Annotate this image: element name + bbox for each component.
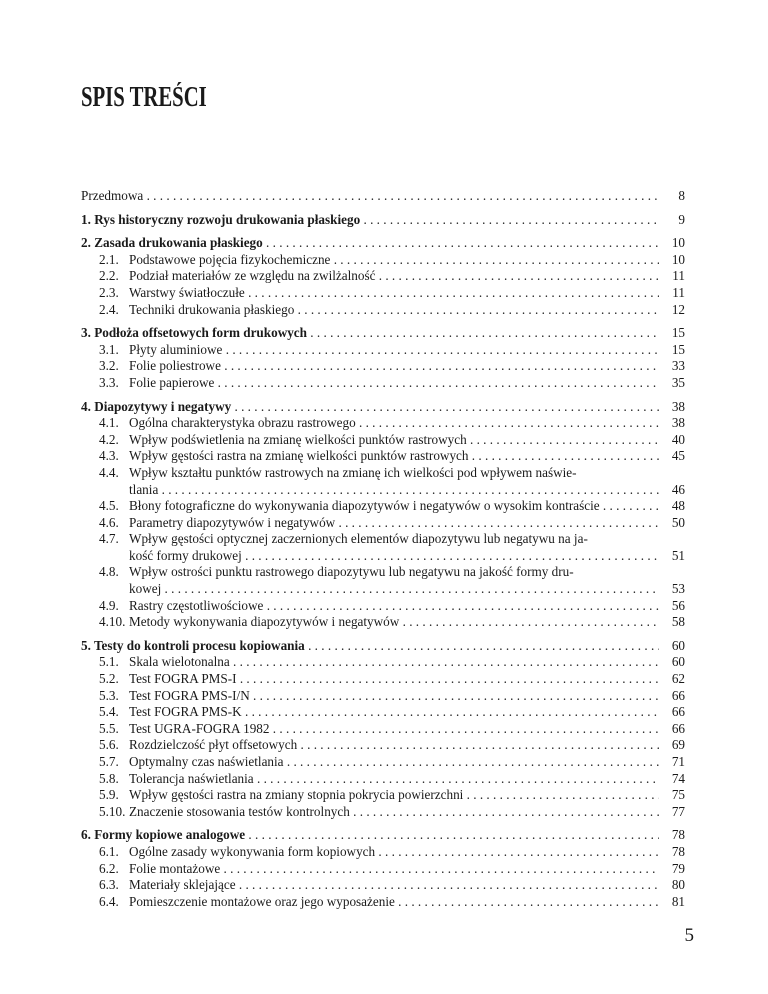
toc-entry — [81, 325, 685, 342]
toc-entry-page: 11 — [672, 284, 685, 300]
toc-entry — [81, 448, 685, 465]
toc-entry-page: 66 — [671, 720, 685, 736]
toc-entry-number: 3.3. — [99, 374, 119, 390]
toc-entry-number: 3. — [81, 325, 95, 341]
toc-entry-label — [99, 432, 659, 449]
toc-entry-number: 5.6. — [99, 737, 119, 753]
toc-entry-label — [99, 877, 659, 894]
toc-entry-page: 60 — [671, 637, 685, 653]
toc-entry — [81, 614, 685, 631]
toc-entry-title: Test FOGRA PMS-K — [129, 704, 242, 720]
toc-entry-label — [99, 465, 659, 482]
toc-entry-title: Metody wykonywania diapozytywów i negatywów — [129, 614, 400, 630]
toc-entry — [81, 844, 685, 861]
toc-entry-label — [81, 325, 659, 342]
toc-entry-page: 15 — [671, 325, 685, 341]
toc-entry — [81, 252, 685, 269]
toc-entry — [81, 894, 685, 911]
toc-entry-title: kowej — [129, 581, 162, 597]
toc-entry-page: 78 — [671, 827, 685, 843]
toc-entry-number: 4.7. — [99, 531, 119, 547]
toc-entry-title: Materiały sklejające — [129, 877, 236, 893]
toc-entry-label — [99, 358, 659, 375]
toc-entry-page: 77 — [671, 803, 685, 819]
toc-entry-label — [81, 827, 659, 844]
toc-entry-label — [99, 375, 659, 392]
toc-entry-page: 56 — [671, 597, 685, 613]
toc-entry-number: 2.4. — [99, 301, 119, 317]
toc-entry-number: 4.9. — [99, 597, 119, 613]
toc-entry — [81, 498, 685, 515]
toc-entry-label — [99, 704, 659, 721]
toc-entry-page: 53 — [671, 581, 685, 597]
toc-entry-title: Tolerancja naświetlania — [129, 770, 254, 786]
toc-entry — [81, 302, 685, 319]
toc-entry-label — [81, 212, 659, 229]
toc-entry-page: 10 — [671, 251, 685, 267]
toc-entry — [81, 482, 685, 499]
toc-entry-label — [99, 515, 659, 532]
toc-entry-page: 66 — [671, 687, 685, 703]
toc-entry-label — [81, 188, 659, 205]
toc-entry-title: Folie papierowe — [129, 374, 215, 390]
toc-entry-title: Pomieszczenie montażowe oraz jego wyposażenie — [129, 893, 395, 909]
toc-entry-page: 78 — [671, 843, 685, 859]
toc-entry-page: 46 — [671, 481, 685, 497]
toc-entry-label — [99, 771, 659, 788]
toc-entry-page: 33 — [671, 358, 685, 374]
toc-entry-title: Podział materiałów ze względu na zwilżalność — [129, 268, 376, 284]
toc-entry-label — [99, 861, 659, 878]
toc-entry — [81, 754, 685, 771]
toc-entry-number: 5.2. — [99, 671, 119, 687]
toc-entry-number: 6.1. — [99, 843, 119, 859]
toc-entry-number: 4. — [81, 398, 95, 414]
toc-entry-number: 3.1. — [99, 341, 119, 357]
toc-entry-page: 74 — [671, 770, 685, 786]
toc-entry-label — [81, 638, 659, 655]
toc-entry-label — [99, 894, 659, 911]
toc-entry-title: Rozdzielczość płyt offsetowych — [129, 737, 298, 753]
toc-entry-title: Wpływ ostrości punktu rastrowego diapozytywu lub negatywu na jakość formy dru- — [129, 564, 574, 580]
toc-entry-number: 6. — [81, 827, 95, 843]
toc-entry — [81, 704, 685, 721]
toc-entry — [81, 375, 685, 392]
toc-entry — [81, 235, 685, 252]
toc-entry-title: Ogólna charakterystyka obrazu rastrowego — [129, 415, 356, 431]
toc-entry — [81, 771, 685, 788]
toc-entry-label — [99, 804, 659, 821]
toc-entry-title: Test UGRA-FOGRA 1982 — [129, 720, 270, 736]
toc-entry-label — [99, 285, 659, 302]
toc-entry-title: Rastry częstotliwościowe — [129, 597, 264, 613]
toc-entry-page: 66 — [671, 704, 685, 720]
toc-entry-label — [99, 754, 659, 771]
toc-entry — [81, 515, 685, 532]
toc-entry-label — [99, 787, 659, 804]
toc-entry-title: Skala wielotonalna — [129, 654, 230, 670]
toc-entry-number: 6.3. — [99, 877, 119, 893]
toc-entry — [81, 581, 685, 598]
toc-entry — [81, 827, 685, 844]
toc-entry-page: 81 — [671, 893, 685, 909]
toc-entry-title: Folie montażowe — [129, 860, 221, 876]
toc-entry-title: Diapozytywy i negatywy — [94, 398, 232, 414]
toc-entry-title: Ogólne zasady wykonywania form kopiowych — [129, 843, 376, 859]
toc-entry — [81, 188, 685, 205]
toc-entry-title: Formy kopiowe analogowe — [94, 827, 246, 843]
toc-entry — [81, 861, 685, 878]
toc-entry — [81, 564, 685, 581]
toc-entry-title: Warstwy światłoczułe — [129, 284, 245, 300]
toc-entry — [81, 638, 685, 655]
toc-entry-label — [99, 614, 659, 631]
toc-entry-title: Wpływ kształtu punktów rastrowych na zmianę ich wielkości pod wpływem naświe- — [129, 464, 577, 480]
toc-entry-label — [99, 302, 659, 319]
toc-entry-title: Test FOGRA PMS-I — [129, 671, 237, 687]
toc-entry-title: Optymalny czas naświetlania — [129, 754, 284, 769]
toc-entry-number: 2. — [81, 235, 95, 251]
toc-entry — [81, 285, 685, 302]
toc-entry-label — [81, 399, 659, 416]
toc-entry-label — [129, 482, 659, 499]
toc-entry-number: 5. — [81, 637, 94, 653]
toc-entry — [81, 531, 685, 548]
toc-entry-number: 5.9. — [99, 787, 119, 803]
toc-entry-label — [99, 415, 659, 432]
toc-entry-page: 9 — [678, 211, 685, 227]
toc-entry-page: 10 — [671, 235, 685, 251]
toc-entry — [81, 415, 685, 432]
toc-entry-title: tlania — [129, 481, 159, 497]
toc-entry-page: 8 — [678, 188, 685, 203]
toc-entry — [81, 212, 685, 229]
toc-entry-number: 2.1. — [99, 251, 119, 267]
toc-entry-title: Parametry diapozytywów i negatywów — [129, 514, 336, 530]
toc-entry-page: 11 — [672, 268, 685, 284]
toc-entry-page: 12 — [671, 301, 685, 317]
toc-entry-page: 35 — [671, 374, 685, 390]
toc-entry-title: Techniki drukowania płaskiego — [129, 301, 295, 317]
toc-entry-title: Testy do kontroli procesu kopiowania — [93, 637, 305, 653]
toc-entry-number: 6.4. — [99, 893, 119, 909]
toc-entry-number: 4.5. — [99, 498, 119, 514]
toc-entry-title: Podłoża offsetowych form drukowych — [94, 325, 307, 341]
toc-entry-number: 4.6. — [99, 514, 119, 530]
toc-entry-label — [99, 737, 659, 754]
toc-entry-number: 4.4. — [99, 464, 119, 480]
toc-entry-label — [99, 844, 659, 861]
toc-entry-title: Podstawowe pojęcia fizykochemiczne — [129, 251, 331, 267]
toc-entry-page: 80 — [671, 877, 685, 893]
toc-entry-page: 50 — [671, 514, 685, 530]
toc-entry-page: 40 — [671, 431, 685, 447]
toc-entry-number: 1. — [81, 211, 95, 227]
toc-entry-number: 4.1. — [99, 415, 119, 431]
toc-entry — [81, 804, 685, 821]
toc-entry-label — [129, 581, 659, 598]
toc-entry-number: 4.2. — [99, 431, 119, 447]
toc-entry — [81, 598, 685, 615]
toc-entry-number: 6.2. — [99, 860, 119, 876]
toc-entry-page: 38 — [671, 415, 685, 431]
toc-entry — [81, 688, 685, 705]
toc-entry-number: 2.3. — [99, 284, 119, 300]
toc-entry-page: 69 — [671, 737, 685, 753]
toc-entry — [81, 721, 685, 738]
toc-entry-number: 5.3. — [99, 687, 119, 703]
toc-entry-title: Błony fotograficzne do wykonywania diapozytywów i negatywów o wysokim kontraście — [129, 498, 600, 514]
toc-entry-title: Folie poliestrowe — [129, 358, 221, 374]
toc-entry — [81, 399, 685, 416]
toc-entry-label — [99, 498, 659, 515]
toc-entry-label — [99, 721, 659, 738]
toc-entry — [81, 465, 685, 482]
toc-entry-page: 51 — [671, 547, 685, 563]
toc-entry-title: Znaczenie stosowania testów kontrolnych — [129, 803, 350, 819]
toc-entry-page: 48 — [671, 498, 685, 514]
toc-entry-page: 58 — [671, 614, 685, 630]
toc-entry-label — [99, 598, 659, 615]
toc-entry — [81, 787, 685, 804]
toc-entry-number: 4.8. — [99, 564, 119, 580]
toc-entry-page: 38 — [671, 398, 685, 414]
toc-entry-number: 3.2. — [99, 358, 119, 374]
toc-entry — [81, 268, 685, 285]
toc-entry-page: 60 — [671, 654, 685, 670]
toc-entry-title: Wpływ podświetlenia na zmianę wielkości punktów rastrowych — [129, 431, 467, 447]
toc-entry — [81, 342, 685, 359]
toc-entry-page: 45 — [671, 448, 685, 464]
toc-entry-number: 5.8. — [99, 770, 119, 786]
table-of-contents — [81, 188, 685, 910]
toc-entry — [81, 877, 685, 894]
toc-entry-label — [81, 235, 659, 252]
page-number: 5 — [684, 925, 694, 946]
toc-entry — [81, 358, 685, 375]
toc-entry-label — [99, 448, 659, 465]
toc-entry — [81, 654, 685, 671]
toc-entry-label — [99, 342, 659, 359]
toc-entry-title: kość formy drukowej — [129, 547, 242, 563]
toc-entry-title: Wpływ gęstości optycznej zaczernionych elementów diapozytywu lub negatywu na ja- — [129, 531, 588, 547]
toc-entry — [81, 671, 685, 688]
toc-entry — [81, 432, 685, 449]
toc-entry-number: 2.2. — [99, 268, 119, 284]
toc-entry-label — [99, 654, 659, 671]
toc-entry-title: Zasada drukowania płaskiego — [94, 235, 263, 251]
toc-entry-number: 5.4. — [99, 704, 119, 720]
toc-entry-title: Wpływ gęstości rastra na zmiany stopnia pokrycia powierzchni — [129, 787, 464, 803]
toc-entry-title: Rys historyczny rozwoju drukowania płaskiego — [94, 211, 361, 227]
toc-entry-page: 15 — [671, 341, 685, 357]
toc-entry-label — [99, 268, 659, 285]
toc-entry-label — [99, 564, 659, 581]
toc-entry-number: 5.5. — [99, 720, 119, 736]
toc-entry-number: 4.3. — [99, 448, 119, 464]
toc-entry-page: 79 — [671, 860, 685, 876]
page-title: SPIS TREŚCI — [81, 82, 207, 113]
toc-entry-title: Test FOGRA PMS-I/N — [129, 687, 250, 703]
toc-entry-page: 71 — [671, 754, 685, 769]
toc-entry — [81, 548, 685, 565]
toc-entry — [81, 737, 685, 754]
toc-entry-label — [99, 252, 659, 269]
toc-entry-title: Przedmowa — [81, 188, 144, 203]
toc-entry-number: 5.1. — [99, 654, 119, 670]
toc-entry-title: Płyty aluminiowe — [129, 341, 223, 357]
toc-entry-label — [99, 531, 659, 548]
toc-entry-number: 4.10. — [99, 614, 126, 630]
toc-entry-title: Wpływ gęstości rastra na zmianę wielkości punktów rastrowych — [129, 448, 469, 464]
toc-entry-number: 5.10. — [99, 803, 126, 819]
toc-entry-label — [99, 671, 659, 688]
toc-entry-page: 62 — [671, 671, 685, 687]
toc-entry-label — [129, 548, 659, 565]
toc-entry-page: 75 — [671, 787, 685, 803]
toc-entry-number: 5.7. — [99, 754, 119, 769]
toc-entry-label — [99, 688, 659, 705]
